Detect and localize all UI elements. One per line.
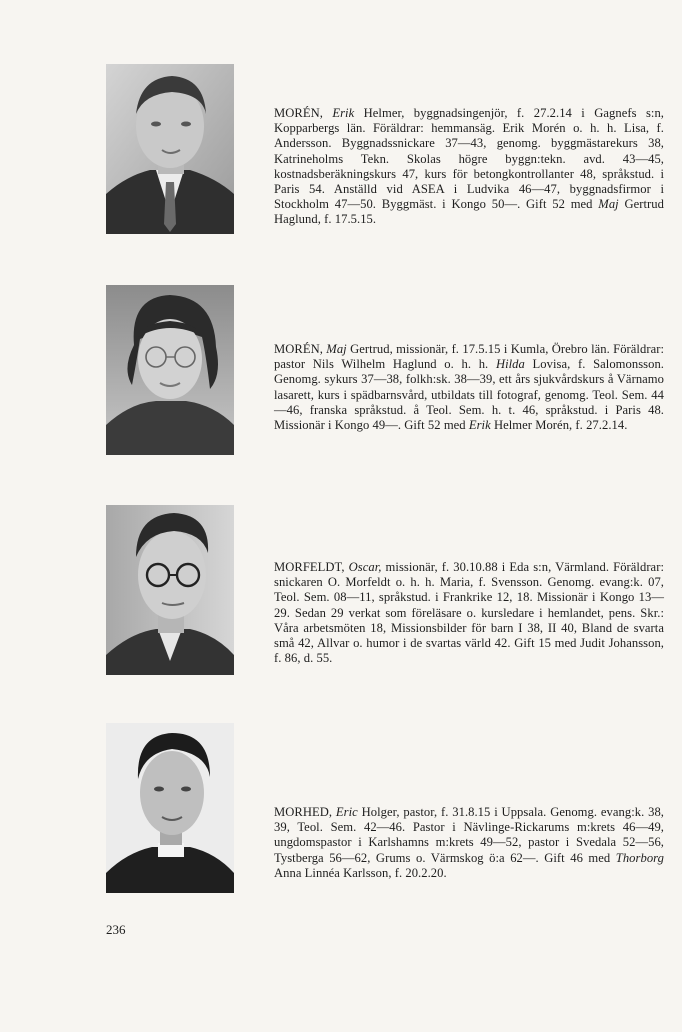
page-number: 236 xyxy=(106,922,126,937)
biography-text xyxy=(274,560,664,666)
spouse-name: Maj xyxy=(598,197,619,212)
given-name: Erik xyxy=(332,106,355,120)
mother-name: Hilda xyxy=(495,357,525,372)
bio-body: Helmer, byggnadsingenjör, f. 27.2.14 i Gagnefs s:n, Kopparbergs län. Föräldrar: hemmansäg. Erik Morén o. h. h. Lisa, f. Andersson. Byggnadssnickare 37—43, genomg. byggmästarekurs 38, Katrineholms Tekn. Skolas högre byggn:tekn. avd. 43—45, kostnadsberäkningskurs 47, kurs för betongkontrollanter 48, språkstud. i Paris 54. Anställd vid ASEA i Ludvika 46—47, byggnadsfirmor i Stockholm 47—50. Byggmäst. i Kongo 50—. Gift 52 med xyxy=(274,106,664,212)
spouse-name: Thorborg xyxy=(615,850,665,865)
bio-middle: Lovisa, f. Salomonsson. Genomg. sykurs 37—38, folkh:sk. 38—39, ett års sjukvårdskurs å Värnamo lasarett, kurs i spädbarnsvård, utbildats till fotograf, genomg. Teol. Sem. 44—46, franska språkstud. å Teol. Sem. h. t. 46, språkstud. i Paris 48. Missionär i Kongo 49—. Gift 52 med xyxy=(274,357,665,433)
bio-end: Helmer Morén, f. 27.2.14. xyxy=(493,418,628,433)
surname: MORFELDT, xyxy=(274,560,345,574)
bio-end: Anna Linnéa Karlsson, f. 20.2.20. xyxy=(274,865,447,880)
biography-text xyxy=(274,805,664,881)
biography-text xyxy=(274,342,664,433)
portrait-photo xyxy=(106,285,234,455)
surname: MORÉN, xyxy=(274,106,323,120)
given-name: Eric xyxy=(335,805,358,819)
bio-body: Holger, pastor, f. 31.8.15 i Uppsala. Genomg. evang:k. 38, 39, Teol. Sem. 42—46. Pastor i Nävlinge-Rickarums m:krets 46—49, ungdomspastor i Karlshamns m:krets 49—52, pastor i Svedala 52—56, Tystberga 56—62, Grums o. Värmskog ö:a 62—. Gift 46 med xyxy=(274,805,665,865)
given-name: Oscar, xyxy=(348,560,382,574)
portrait-photo xyxy=(106,64,234,234)
portrait-pastor-collar-icon xyxy=(106,723,234,893)
portrait-woman-glasses-icon xyxy=(106,285,234,455)
given-name: Maj xyxy=(326,342,347,356)
portrait-photo xyxy=(106,505,234,675)
portrait-man-suit-icon xyxy=(106,64,234,234)
bio-body: Gertrud, missionär, f. 17.5.15 i Kumla, Örebro län. Föräldrar: pastor Nils Wilhelm Haglund o. h. h. xyxy=(274,342,664,372)
spouse-name: Erik xyxy=(468,418,491,433)
portrait-photo xyxy=(106,723,234,893)
portrait-man-round-glasses-icon xyxy=(106,505,234,675)
surname: MORÉN, xyxy=(274,342,323,356)
surname: MORHED, xyxy=(274,805,333,819)
biography-text xyxy=(274,106,664,228)
bio-body: missionär, f. 30.10.88 i Eda s:n, Värmland. Föräldrar: snickaren O. Morfeldt o. h. h. Maria, f. Svensson. Genomg. evang:k. 07, Teol. Sem. 08—11, språkstud. i Frankrike 12, 18. Missionär i Kongo 13—29. Sedan 29 verkat som föreläsare o. kursledare i hemlandet, pens. Skr.: Våra arbetsmöten 18, Missionsbilder för barn I 38, II 40, Bland de svarta små 42, Allvar o. humor i de svartas värld 42. Gift 15 med Judit Johansson, f. 86, d. 55. xyxy=(274,560,664,666)
bio-end: Gertrud Haglund, f. 17.5.15. xyxy=(274,197,664,227)
